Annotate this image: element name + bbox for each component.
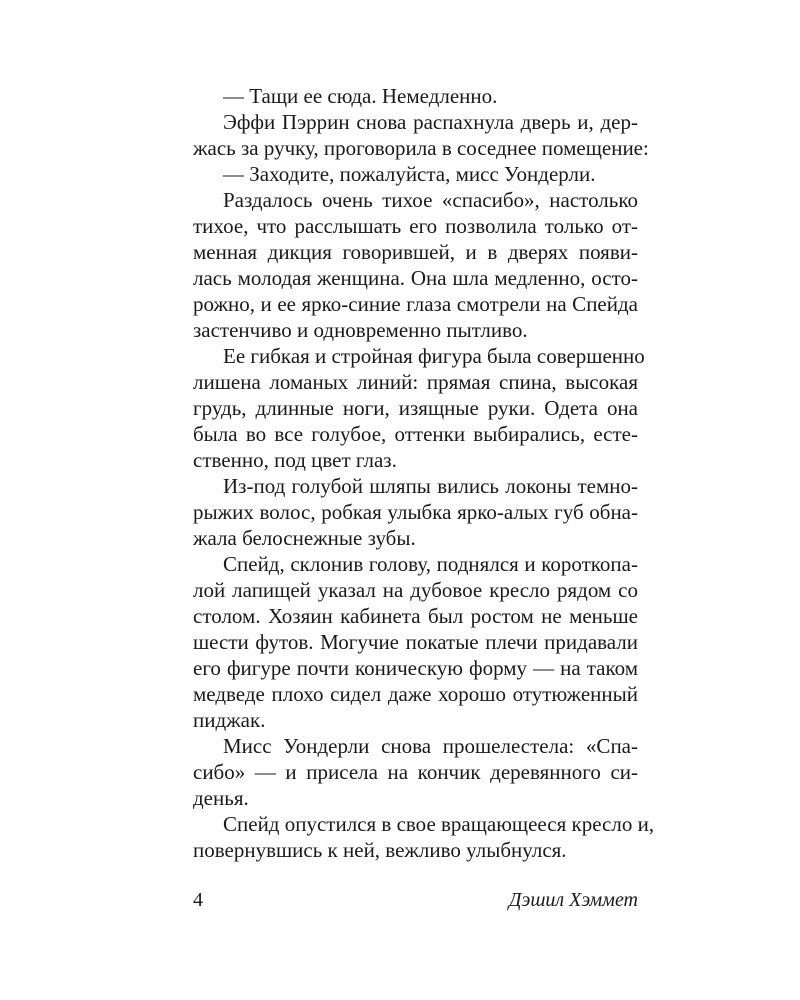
text-line: лась молодая женщина. Она шла медленно, осто- — [193, 266, 638, 290]
text-line: грудь, длинные ноги, изящные руки. Одета она — [193, 396, 638, 420]
text-line: жась за ручку, проговорила в соседнее помещение: — [193, 136, 649, 160]
text-line: Спейд, склонив голову, поднялся и короткопа- — [223, 552, 638, 576]
text-line: лой лапищей указал на дубовое кресло рядом со — [193, 578, 638, 602]
text-line: рыжих волос, робкая улыбка ярко-алых губ обна- — [193, 500, 638, 524]
text-line: денья. — [193, 786, 249, 810]
text-line: сибо» — и присела на кончик деревянного си- — [193, 760, 638, 784]
page-footer — [193, 887, 638, 913]
text-line: лишена ломаных линий: прямая спина, высокая — [193, 370, 638, 394]
page-number: 4 — [193, 889, 203, 911]
text-line: — Заходите, пожалуйста, мисс Уондерли. — [223, 162, 596, 186]
text-line: ственно, под цвет глаз. — [193, 448, 397, 472]
text-line: жала белоснежные зубы. — [193, 526, 416, 550]
text-line: Мисс Уондерли снова прошелестела: «Спа- — [223, 734, 638, 758]
text-line: тихое, что расслышать его позволила только от- — [193, 214, 638, 238]
body-text — [193, 83, 655, 863]
text-line: Ее гибкая и стройная фигура была совершенно — [223, 344, 645, 368]
text-line: пиджак. — [193, 708, 266, 732]
text-line: его фигуре почти коническую форму — на таком — [193, 656, 638, 680]
text-line: рожно, и ее ярко-синие глаза смотрели на Спейда — [193, 292, 638, 316]
text-line: столом. Хозяин кабинета был ростом не меньше — [193, 604, 638, 628]
text-line: — Тащи ее сюда. Немедленно. — [223, 84, 498, 108]
text-line: Раздалось очень тихое «спасибо», настолько — [223, 188, 638, 212]
text-line: была во все голубое, оттенки выбирались, есте- — [193, 422, 638, 446]
text-line: медведе плохо сидел даже хорошо отутюженный — [193, 682, 638, 706]
running-head-author: Дэшил Хэммет — [508, 889, 638, 911]
text-line: Эффи Пэррин снова распахнула дверь и, дер- — [223, 110, 638, 134]
text-line: шести футов. Могучие покатые плечи придавали — [193, 630, 638, 654]
text-line: Спейд опустился в свое вращающееся кресло и, — [223, 812, 655, 836]
text-line: менная дикция говорившей, и в дверях появи- — [193, 240, 638, 264]
text-line: повернувшись к ней, вежливо улыбнулся. — [193, 838, 567, 862]
text-line: застенчиво и одновременно пытливо. — [193, 318, 528, 342]
text-line: Из-под голубой шляпы вились локоны темно- — [223, 474, 638, 498]
